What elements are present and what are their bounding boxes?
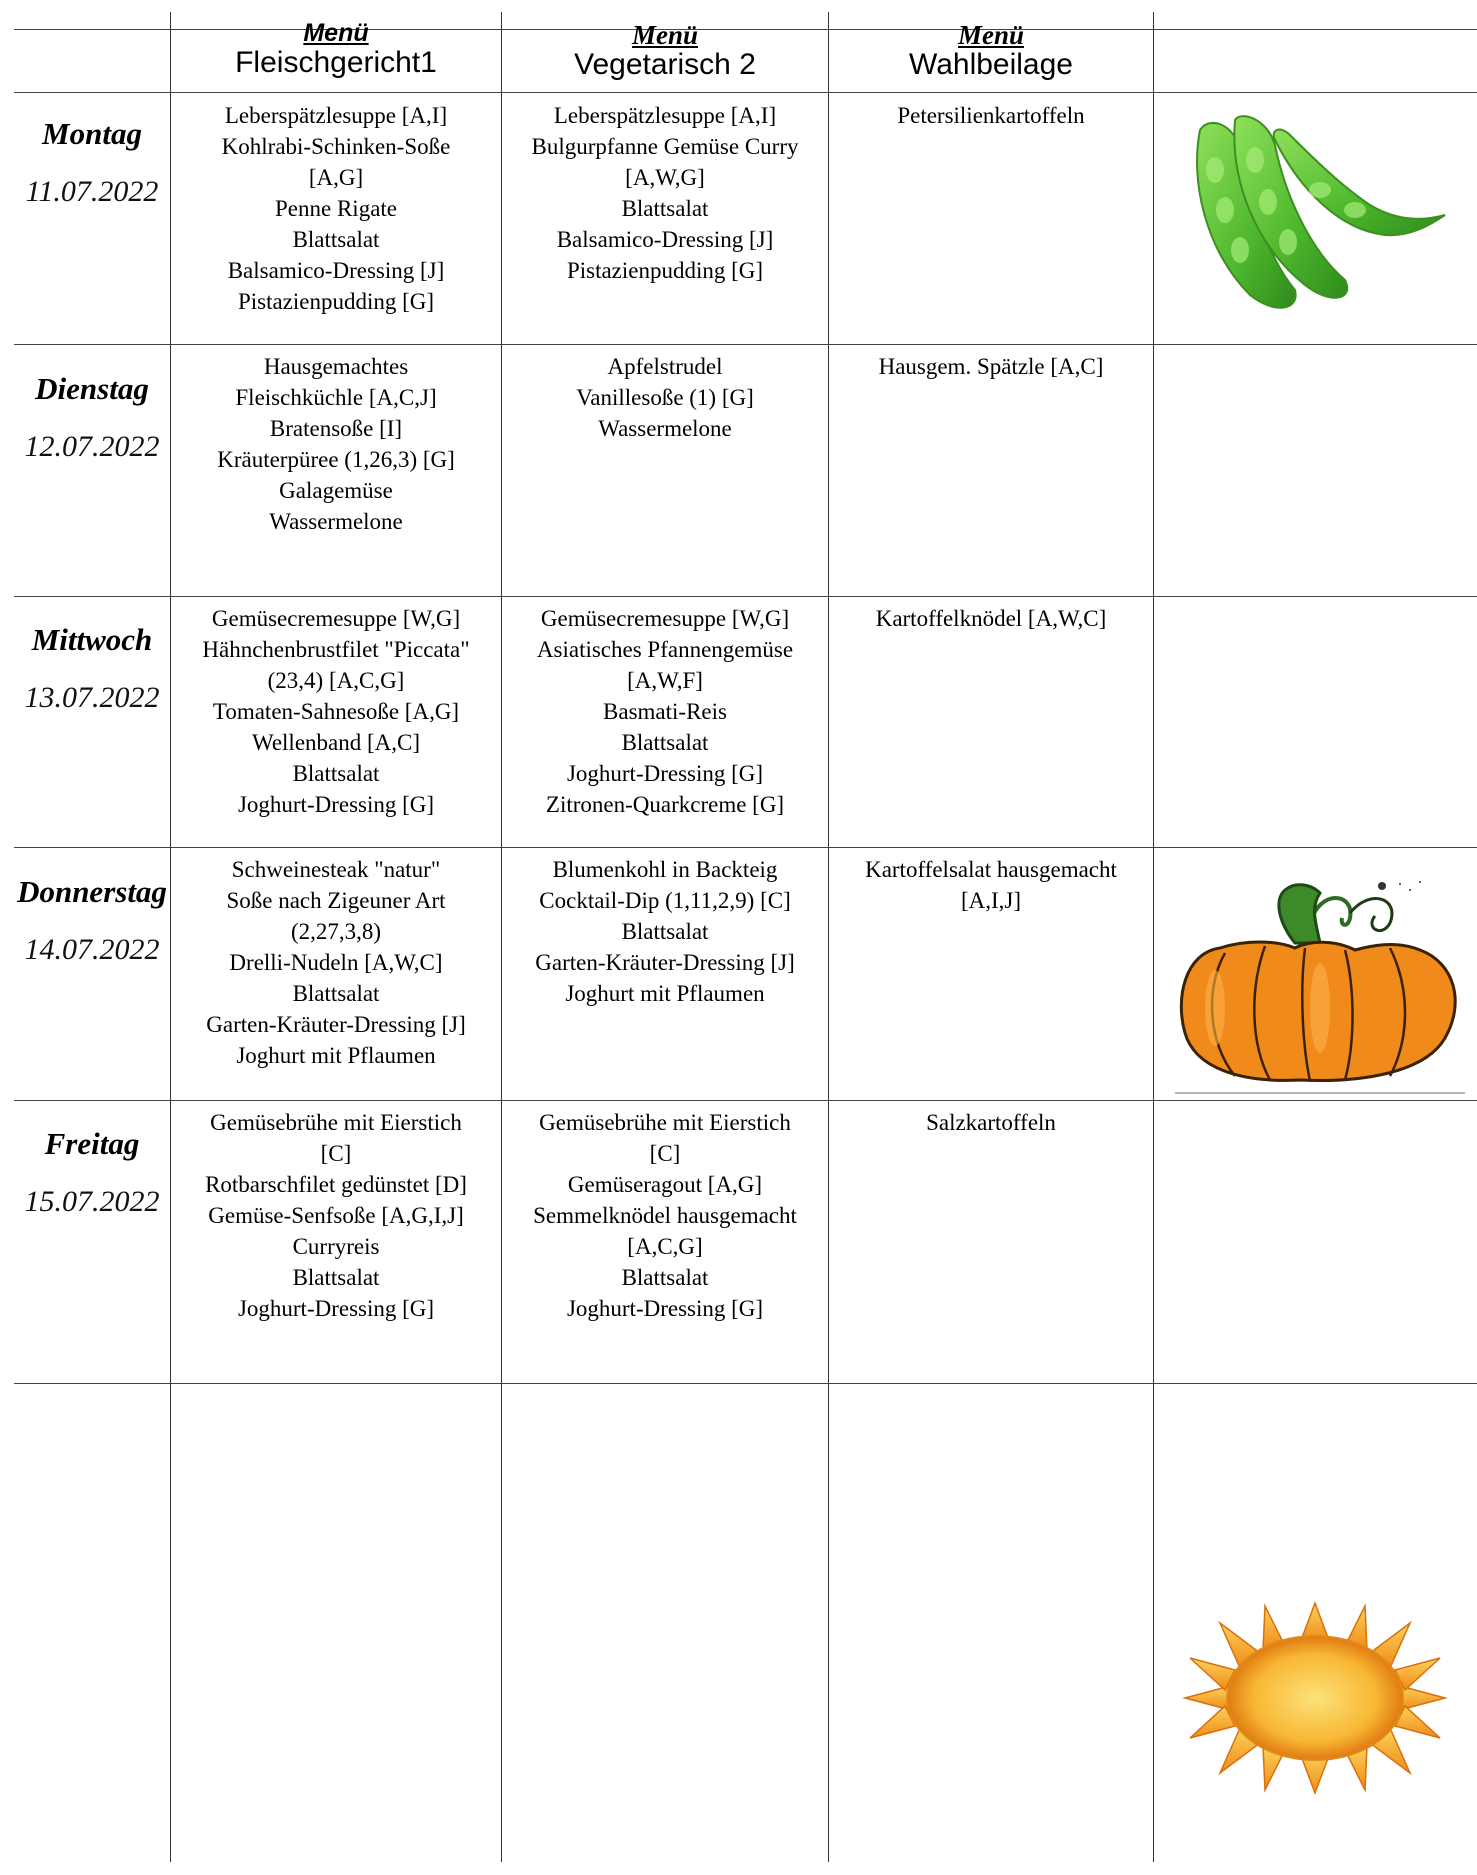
menu-line: Gemüsebrühe mit Eierstich <box>539 1110 791 1135</box>
menu-line: Blattsalat <box>621 1265 709 1290</box>
menu-line: Gemüsecremesuppe [W,G] <box>540 606 790 631</box>
day-name: Dienstag <box>35 371 149 406</box>
grid-line-v2 <box>501 12 502 1862</box>
menu-line: Zitronen-Quarkcreme [G] <box>545 792 785 817</box>
header-fleischgericht <box>172 20 500 80</box>
day-name: Donnerstag <box>17 874 167 909</box>
menu-line: [A,I,J] <box>960 888 1022 913</box>
cell-thursday-vegetarisch <box>503 854 827 1009</box>
menu-line: Blattsalat <box>292 981 380 1006</box>
grid-line-v1 <box>170 12 171 1862</box>
day-tuesday <box>14 369 170 467</box>
day-name: Mittwoch <box>31 622 153 657</box>
menu-line: Asiatisches Pfannengemüse <box>536 637 794 662</box>
menu-line: Soße nach Zigeuner Art <box>226 888 446 913</box>
menu-line: Blumenkohl in Backteig <box>552 857 778 882</box>
menu-line: Rotbarschfilet gedünstet [D] <box>205 1172 467 1197</box>
cell-wednesday-vegetarisch <box>503 603 827 820</box>
header-title: Vegetarisch 2 <box>574 48 756 81</box>
sun-core <box>1227 1636 1403 1760</box>
menu-line: Pistazienpudding [G] <box>566 258 764 283</box>
menu-line: Joghurt-Dressing [G] <box>237 1296 435 1321</box>
grid-line-h4 <box>14 847 1477 848</box>
header-wahlbeilage <box>830 22 1152 82</box>
menu-line: Fleischküchle [A,C,J] <box>235 385 437 410</box>
menu-line: Bratensoße [I] <box>269 416 403 441</box>
day-name: Montag <box>42 116 142 151</box>
menu-line: Hausgem. Spätzle [A,C] <box>878 354 1104 379</box>
menu-line: Blattsalat <box>292 1265 380 1290</box>
header-menu-label: Menü <box>631 20 699 50</box>
menu-line: Basmati-Reis <box>603 699 727 724</box>
menu-line: Kartoffelknödel [A,W,C] <box>875 606 1107 631</box>
menu-line: Blattsalat <box>621 919 709 944</box>
menu-line: Blattsalat <box>621 730 709 755</box>
menu-line: Semmelknödel hausgemacht <box>533 1203 797 1228</box>
menu-line: Gemüsebrühe mit Eierstich <box>210 1110 462 1135</box>
menu-line: [C] <box>320 1141 352 1166</box>
menu-line: Joghurt-Dressing [G] <box>566 761 764 786</box>
header-menu-label: Menü <box>303 19 369 47</box>
cell-tuesday-beilage <box>830 351 1152 382</box>
cell-wednesday-beilage <box>830 603 1152 634</box>
header-title: Wahlbeilage <box>909 48 1073 81</box>
menu-line: Garten-Kräuter-Dressing [J] <box>535 950 795 975</box>
day-monday <box>14 114 170 212</box>
grid-line-h5 <box>14 1100 1477 1101</box>
menu-line: Balsamico-Dressing [J] <box>227 258 445 283</box>
menu-line: Blattsalat <box>621 196 709 221</box>
menu-line: Wellenband [A,C] <box>251 730 421 755</box>
menu-line: (23,4) [A,C,G] <box>267 668 405 693</box>
menu-line: Hähnchenbrustfilet "Piccata" <box>202 637 470 662</box>
grid-line-h2 <box>14 344 1477 345</box>
cell-friday-beilage <box>830 1107 1152 1138</box>
day-date: 13.07.2022 <box>24 681 160 714</box>
day-wednesday <box>14 620 170 718</box>
pumpkin-stem <box>1279 885 1320 943</box>
cell-tuesday-fleisch <box>172 351 500 537</box>
menu-line: Kohlrabi-Schinken-Soße <box>221 134 451 159</box>
menu-line: Blattsalat <box>292 227 380 252</box>
sun-illustration <box>1175 1598 1455 1798</box>
grid-line-v4 <box>1153 12 1154 1862</box>
day-name: Freitag <box>44 1126 140 1161</box>
cell-monday-beilage <box>830 100 1152 131</box>
menu-line: Schweinesteak "natur" <box>231 857 441 882</box>
menu-line: Kartoffelsalat hausgemacht <box>865 857 1117 882</box>
menu-line: Gemüse-Senfsoße [A,G,I,J] <box>208 1203 464 1228</box>
cell-wednesday-fleisch <box>172 603 500 820</box>
menu-line: Salzkartoffeln <box>926 1110 1056 1135</box>
menu-line: Joghurt-Dressing [G] <box>237 792 435 817</box>
cell-tuesday-vegetarisch <box>503 351 827 444</box>
menu-line: Joghurt mit Pflaumen <box>565 981 765 1006</box>
menu-line: Kräuterpüree (1,26,3) [G] <box>217 447 455 472</box>
pumpkin-illustration <box>1170 868 1470 1098</box>
menu-line: Joghurt mit Pflaumen <box>236 1043 436 1068</box>
day-date: 11.07.2022 <box>25 175 159 208</box>
menu-line: Pistazienpudding [G] <box>237 289 435 314</box>
menu-line: Balsamico-Dressing [J] <box>556 227 774 252</box>
menu-line: Joghurt-Dressing [G] <box>566 1296 764 1321</box>
menu-line: [A,W,G] <box>625 165 705 190</box>
menu-line: Bulgurpfanne Gemüse Curry <box>531 134 799 159</box>
pumpkin-tendril <box>1350 899 1392 931</box>
cell-friday-vegetarisch <box>503 1107 827 1324</box>
cell-monday-vegetarisch <box>503 100 827 286</box>
menu-line: Wassermelone <box>269 509 403 534</box>
menu-line: Gemüseragout [A,G] <box>567 1172 763 1197</box>
menu-line: (2,27,3,8) <box>290 919 382 944</box>
grid-line-h1 <box>14 92 1477 93</box>
menu-line: Cocktail-Dip (1,11,2,9) [C] <box>539 888 791 913</box>
menu-line: Blattsalat <box>292 761 380 786</box>
grid-line-h3 <box>14 596 1477 597</box>
grid-line-h6 <box>14 1383 1477 1384</box>
menu-line: Tomaten-Sahnesoße [A,G] <box>212 699 460 724</box>
cell-friday-fleisch <box>172 1107 500 1324</box>
header-vegetarisch <box>503 22 827 82</box>
cell-thursday-beilage <box>830 854 1152 916</box>
day-date: 12.07.2022 <box>24 430 160 463</box>
day-thursday <box>14 872 170 970</box>
cell-monday-fleisch <box>172 100 500 317</box>
menu-line: [C] <box>649 1141 681 1166</box>
menu-line: Hausgemachtes <box>263 354 409 379</box>
menu-line: [A,W,F] <box>627 668 703 693</box>
green-beans-illustration <box>1180 110 1460 320</box>
menu-line: Penne Rigate <box>275 196 397 221</box>
menu-line: Drelli-Nudeln [A,W,C] <box>229 950 443 975</box>
day-friday <box>14 1124 170 1222</box>
menu-line: Petersilienkartoffeln <box>897 103 1085 128</box>
menu-line: [A,G] <box>308 165 364 190</box>
header-title: Fleischgericht1 <box>235 46 437 79</box>
day-date: 14.07.2022 <box>24 933 160 966</box>
cell-thursday-fleisch <box>172 854 500 1071</box>
day-date: 15.07.2022 <box>24 1185 160 1218</box>
menu-line: [A,C,G] <box>627 1234 703 1259</box>
menu-line: Garten-Kräuter-Dressing [J] <box>206 1012 466 1037</box>
menu-line: Curryreis <box>292 1234 380 1259</box>
header-menu-label: Menü <box>957 20 1025 50</box>
grid-line-v3 <box>828 12 829 1862</box>
menu-line: Gemüsecremesuppe [W,G] <box>211 606 461 631</box>
menu-line: Apfelstrudel <box>607 354 723 379</box>
menu-line: Leberspätzlesuppe [A,I] <box>224 103 448 128</box>
menu-line: Wassermelone <box>598 416 732 441</box>
menu-line: Galagemüse <box>279 478 393 503</box>
fly-icon <box>1378 881 1421 891</box>
menu-line: Leberspätzlesuppe [A,I] <box>553 103 777 128</box>
menu-line: Vanillesoße (1) [G] <box>576 385 754 410</box>
